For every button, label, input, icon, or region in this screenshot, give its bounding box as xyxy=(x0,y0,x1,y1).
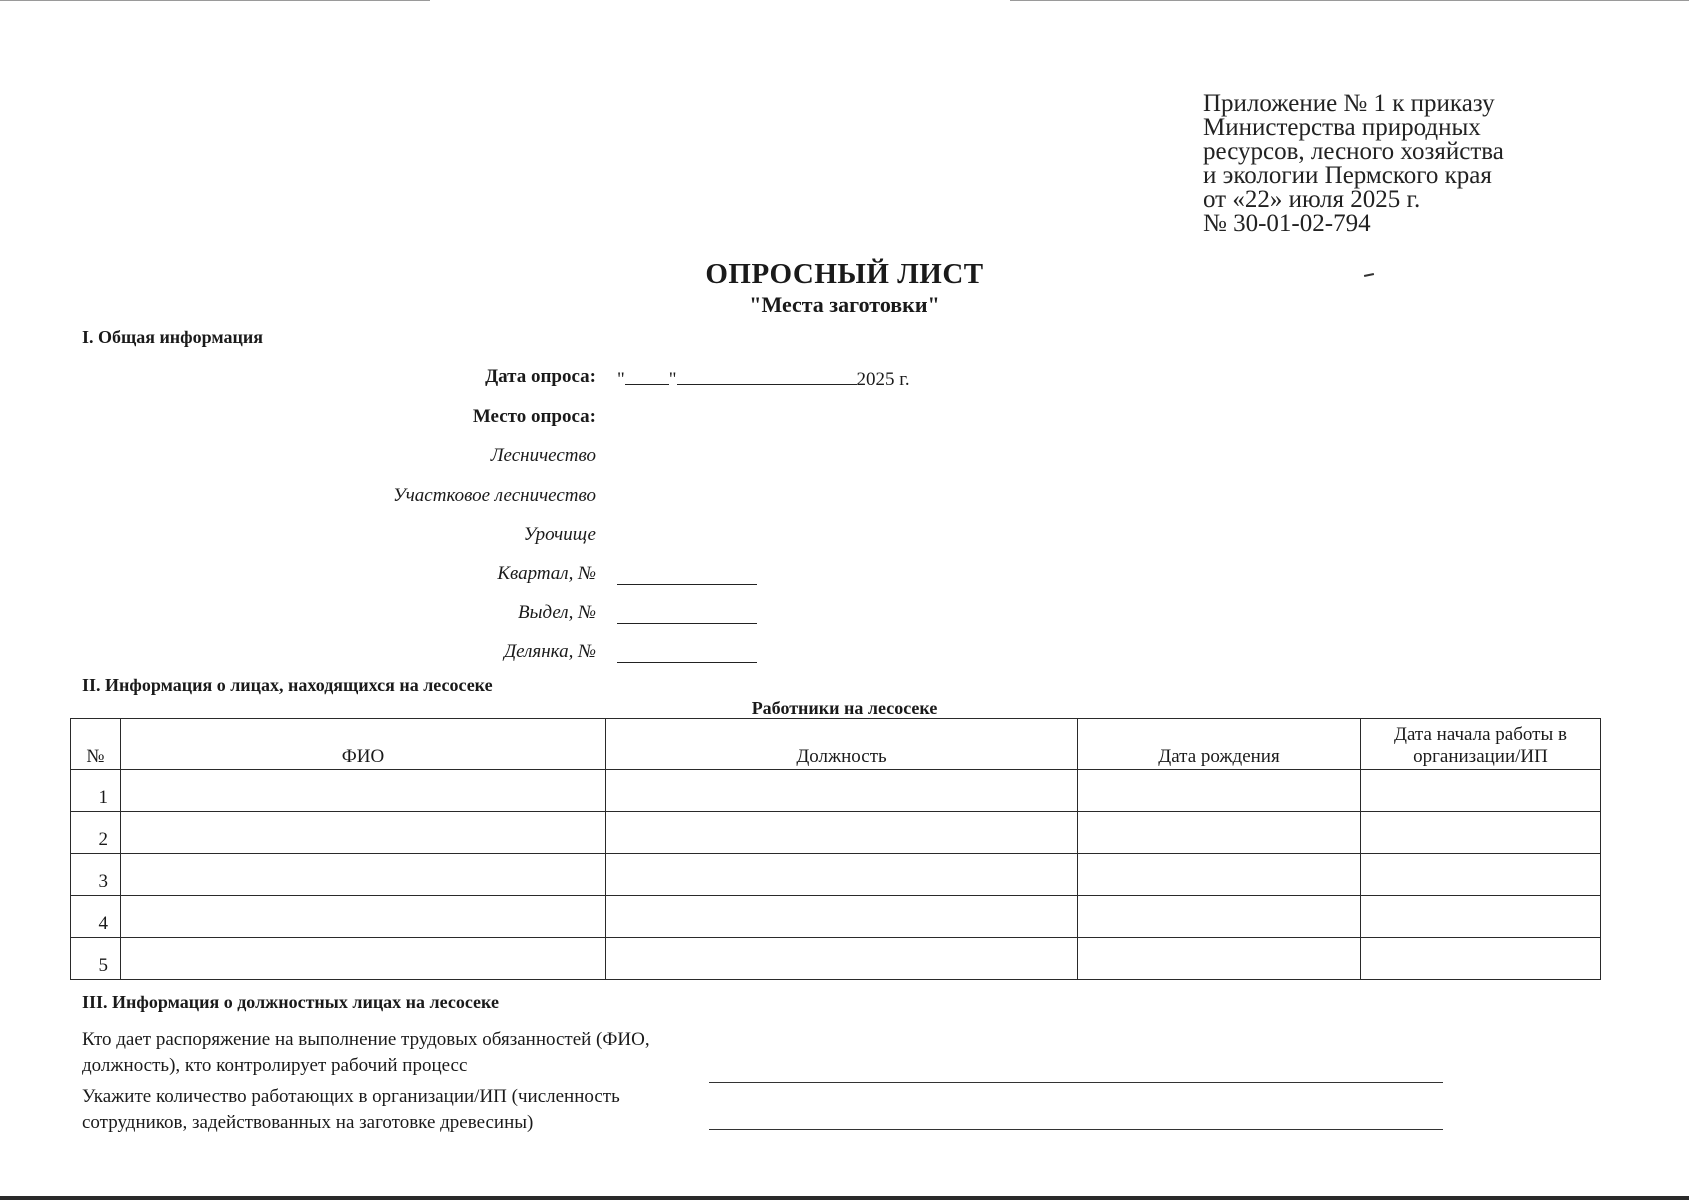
section-1-heading: I. Общая информация xyxy=(82,327,263,347)
page-title: ОПРОСНЫЙ ЛИСТ xyxy=(705,258,984,290)
quarter-label: Квартал, № xyxy=(497,563,596,584)
full-name-cell[interactable] xyxy=(121,812,606,854)
appendix-line: № 30-01-02-794 xyxy=(1203,210,1371,237)
appendix-line: ресурсов, лесного хозяйства xyxy=(1203,138,1504,165)
table-row xyxy=(71,770,1601,812)
appendix-reference xyxy=(1203,92,1603,236)
position-cell[interactable] xyxy=(606,938,1078,980)
table-row xyxy=(71,938,1601,980)
appendix-line: и экологии Пермского края xyxy=(1203,162,1492,189)
workers-table xyxy=(70,718,1601,980)
tract-row xyxy=(0,524,1000,550)
plot-input-line[interactable] xyxy=(617,662,757,663)
tract-label: Урочище xyxy=(523,524,596,545)
section-3-heading: III. Информация о должностных лицах на лесосеке xyxy=(82,992,499,1012)
day-blank[interactable] xyxy=(625,366,669,385)
date-quote-open: " xyxy=(617,369,625,390)
table-row xyxy=(71,812,1601,854)
table-row xyxy=(71,896,1601,938)
date-quote-close: " xyxy=(668,369,677,390)
column-header-position: Должность xyxy=(606,719,1078,770)
survey-date-row xyxy=(0,366,1000,392)
birth-date-cell[interactable] xyxy=(1078,770,1361,812)
full-name-cell[interactable] xyxy=(121,854,606,896)
row-number: 5 xyxy=(71,938,121,980)
appendix-line: Приложение № 1 к приказу xyxy=(1203,90,1495,117)
plot-row xyxy=(0,641,1000,667)
column-header-full-name: ФИО xyxy=(121,719,606,770)
survey-place-row xyxy=(0,406,1000,432)
survey-date-label: Дата опроса: xyxy=(485,366,596,387)
position-cell[interactable] xyxy=(606,854,1078,896)
appendix-line: от «22» июля 2025 г. xyxy=(1203,186,1421,213)
row-number: 4 xyxy=(71,896,121,938)
allotment-input-line[interactable] xyxy=(617,623,757,624)
position-cell[interactable] xyxy=(606,896,1078,938)
start-date-cell[interactable] xyxy=(1361,938,1601,980)
birth-date-cell[interactable] xyxy=(1078,854,1361,896)
start-date-cell[interactable] xyxy=(1361,812,1601,854)
row-number: 1 xyxy=(71,770,121,812)
table-row xyxy=(71,854,1601,896)
supervisor-answer-line[interactable] xyxy=(709,1082,1443,1083)
plot-label: Делянка, № xyxy=(504,641,596,662)
position-cell[interactable] xyxy=(606,812,1078,854)
start-date-cell[interactable] xyxy=(1361,770,1601,812)
survey-date-field[interactable] xyxy=(617,366,910,391)
start-date-cell[interactable] xyxy=(1361,854,1601,896)
district-forestry-row xyxy=(0,485,1000,511)
start-date-cell[interactable] xyxy=(1361,896,1601,938)
birth-date-cell[interactable] xyxy=(1078,812,1361,854)
column-header-birth-date: Дата рождения xyxy=(1078,719,1361,770)
column-header-start-date: Дата начала работы в организации/ИП xyxy=(1361,719,1601,770)
row-number: 3 xyxy=(71,854,121,896)
scan-edge-bottom xyxy=(0,1196,1689,1200)
scan-edge-top xyxy=(0,0,1689,2)
forestry-row xyxy=(0,445,1000,471)
quarter-input-line[interactable] xyxy=(617,584,757,585)
section-2-heading: II. Информация о лицах, находящихся на лесосеке xyxy=(82,675,493,695)
month-blank[interactable] xyxy=(677,366,857,385)
survey-place-label: Место опроса: xyxy=(472,406,596,427)
appendix-line: Министерства природных xyxy=(1203,114,1481,141)
question-supervisor: Кто дает распоряжение на выполнение трудовых обязанностей (ФИО, должность), кто контролирует рабочий процесс xyxy=(82,1029,650,1076)
employee-count-answer-line[interactable] xyxy=(709,1129,1443,1130)
full-name-cell[interactable] xyxy=(121,938,606,980)
forestry-label: Лесничество xyxy=(490,445,596,466)
page-subtitle: "Места заготовки" xyxy=(749,292,940,317)
birth-date-cell[interactable] xyxy=(1078,938,1361,980)
allotment-row xyxy=(0,602,1000,628)
birth-date-cell[interactable] xyxy=(1078,896,1361,938)
full-name-cell[interactable] xyxy=(121,770,606,812)
date-year: 2025 г. xyxy=(856,369,910,390)
allotment-label: Выдел, № xyxy=(518,602,596,623)
row-number: 2 xyxy=(71,812,121,854)
workers-table-caption: Работники на лесосеке xyxy=(751,698,938,718)
column-header-number: № xyxy=(71,719,121,770)
quarter-row xyxy=(0,563,1000,589)
district-forestry-label: Участковое лесничество xyxy=(392,485,596,506)
position-cell[interactable] xyxy=(606,770,1078,812)
full-name-cell[interactable] xyxy=(121,896,606,938)
table-header-row xyxy=(71,719,1601,770)
question-employee-count: Укажите количество работающих в организации/ИП (численность сотрудников, задействованных на заготовке древесины) xyxy=(82,1086,620,1133)
